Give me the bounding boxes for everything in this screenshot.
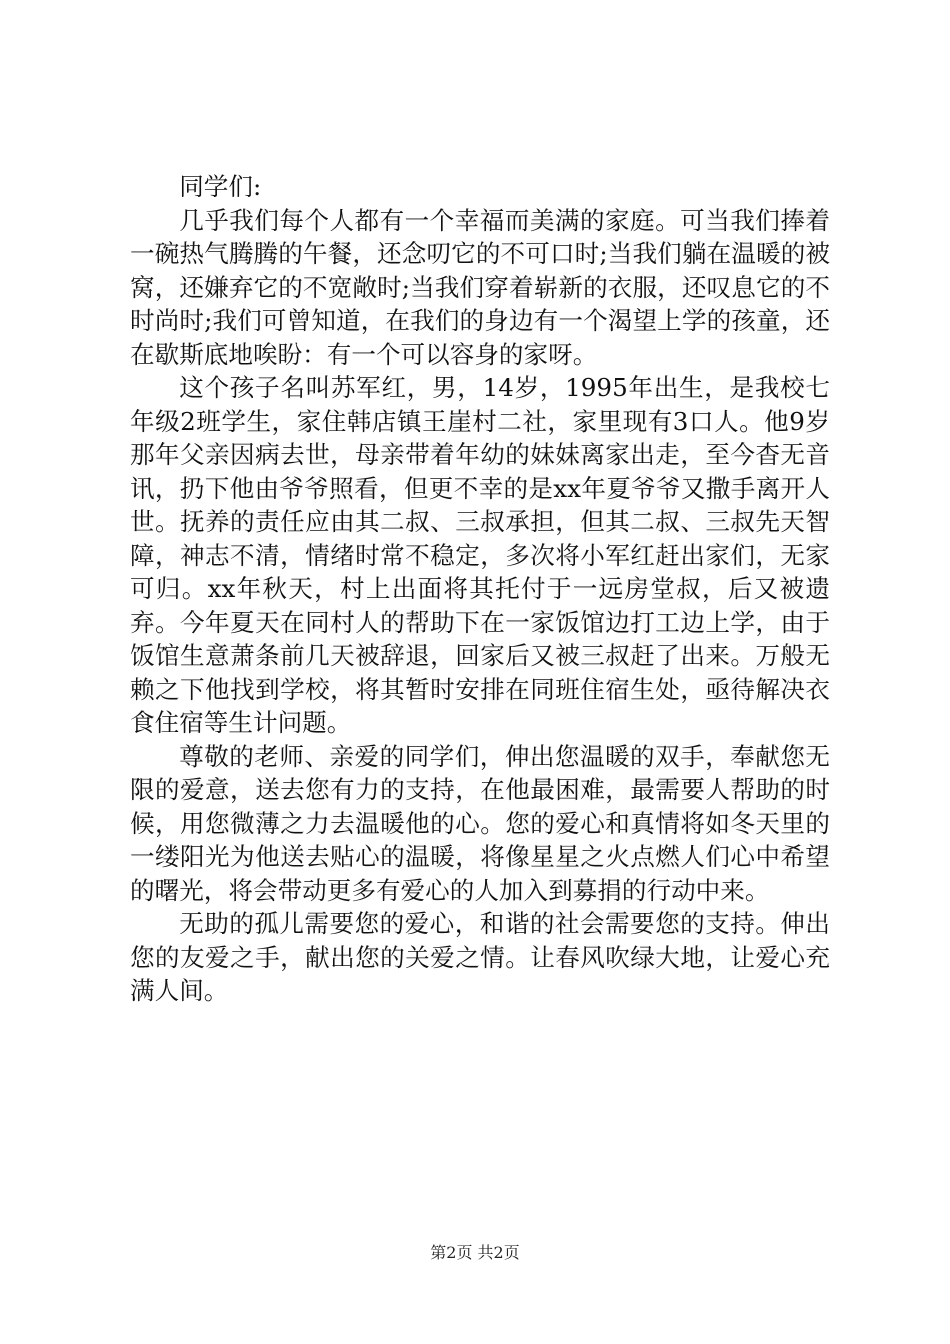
paragraph-4: 无助的孤儿需要您的爱心，和谐的社会需要您的支持。伸出您的友爱之手，献出您的关爱之情。让春风吹绿大地，让爱心充满人间。 (130, 909, 830, 1005)
salutation: 同学们: (179, 172, 262, 201)
document-body (130, 170, 830, 1008)
paragraph-1: 几乎我们每个人都有一个幸福而美满的家庭。可当我们捧着一碗热气腾腾的午餐，还念叨它的不可口时;当我们躺在温暖的被窝，还嫌弃它的不宽敞时;当我们穿着崭新的衣服，还叹息它的不时尚时;我们可曾知道，在我们的身边有一个渴望上学的孩童，还在歇斯底地唉盼：有一个可以容身的家呀。 (130, 205, 830, 369)
paragraph-3: 尊敬的老师、亲爱的同学们，伸出您温暖的双手，奉献您无限的爱意，送去您有力的支持，在他最困难，最需要人帮助的时候，用您微薄之力去温暖他的心。您的爱心和真情将如冬天里的一缕阳光为他送去贴心的温暖，将像星星之火点燃人们心中希望的曙光，将会带动更多有爱心的人加入到募捐的行动中来。 (130, 741, 830, 905)
page-number-footer: 第2页 共2页 (430, 1243, 520, 1262)
paragraph-2: 这个孩子名叫苏军红，男，14岁，1995年出生，是我校七年级2班学生，家住韩店镇王崖村二社，家里现有3口人。他9岁那年父亲因病去世，母亲带着年幼的妹妹离家出走，至今杳无音讯，扔下他由爷爷照看，但更不幸的是xx年夏爷爷又撒手离开人世。抚养的责任应由其二叔、三叔承担，但其二叔、三叔先天智障，神志不清，情绪时常不稳定，多次将小军红赶出家们，无家可归。xx年秋天，村上出面将其托付于一远房堂叔，后又被遗弃。今年夏天在同村人的帮助下在一家饭馆边打工边上学，由于饭馆生意萧条前几天被辞退，回家后又被三叔赶了出来。万般无赖之下他找到学校，将其暂时安排在同班住宿生处，亟待解决衣食住宿等生计问题。 (130, 373, 830, 737)
